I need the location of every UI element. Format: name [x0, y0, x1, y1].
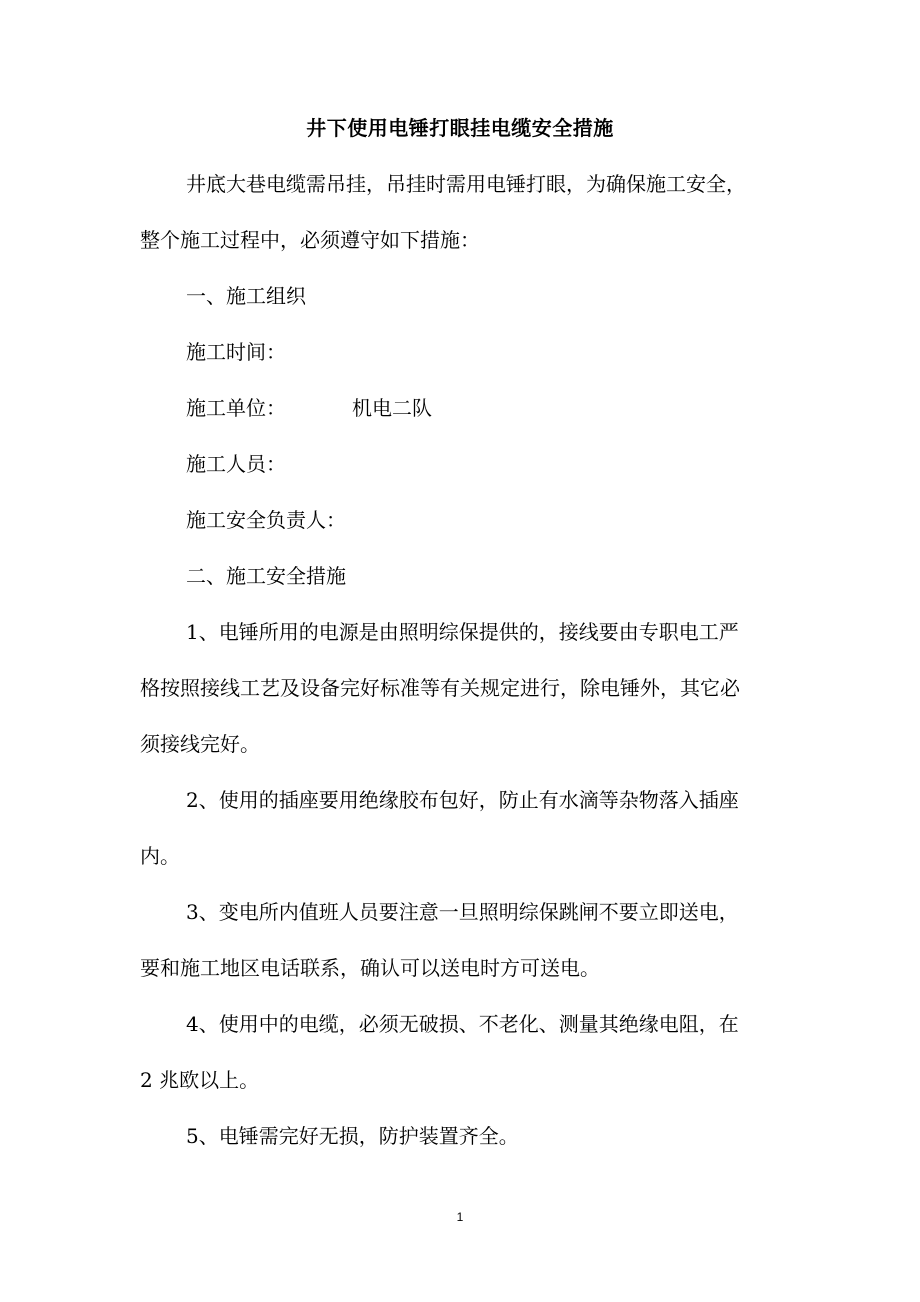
- construction-time-label: 施工时间：: [186, 340, 286, 364]
- item1-line-2: 格按照接线工艺及设备完好标准等有关规定进行，除电锤外，其它必: [140, 676, 740, 700]
- item4-line-1: 4、使用中的电缆，必须无破损、不老化、测量其绝缘电阻，在: [186, 1012, 739, 1036]
- safety-lead-label: 施工安全负责人：: [186, 508, 346, 532]
- page-number: 1: [456, 1210, 464, 1224]
- item1-line-3: 须接线完好。: [140, 732, 260, 756]
- item4-line-2: 2 兆欧以上。: [140, 1068, 260, 1092]
- item3-line-2: 要和施工地区电话联系，确认可以送电时方可送电。: [140, 956, 600, 980]
- intro-line-2: 整个施工过程中，必须遵守如下措施：: [140, 228, 480, 252]
- intro-line-1: 井底大巷电缆需吊挂，吊挂时需用电锤打眼，为确保施工安全，: [186, 172, 746, 196]
- item1-line-1: 1、电锤所用的电源是由照明综保提供的，接线要由专职电工严: [186, 620, 739, 644]
- item5-line-1: 5、电锤需完好无损，防护装置齐全。: [186, 1124, 519, 1148]
- item3-line-1: 3、变电所内值班人员要注意一旦照明综保跳闸不要立即送电，: [186, 900, 739, 924]
- construction-unit-label: 施工单位：: [186, 396, 286, 420]
- document-title: 井下使用电锤打眼挂电缆安全措施: [306, 116, 614, 140]
- item2-line-1: 2、使用的插座要用绝缘胶布包好，防止有水滴等杂物落入插座: [186, 788, 739, 812]
- construction-staff-label: 施工人员：: [186, 452, 286, 476]
- section2-heading: 二、施工安全措施: [186, 564, 346, 588]
- item2-line-2: 内。: [140, 844, 180, 868]
- construction-unit-row: [186, 394, 432, 422]
- section1-heading: 一、施工组织: [186, 284, 306, 308]
- construction-unit-value: 机电二队: [352, 396, 432, 420]
